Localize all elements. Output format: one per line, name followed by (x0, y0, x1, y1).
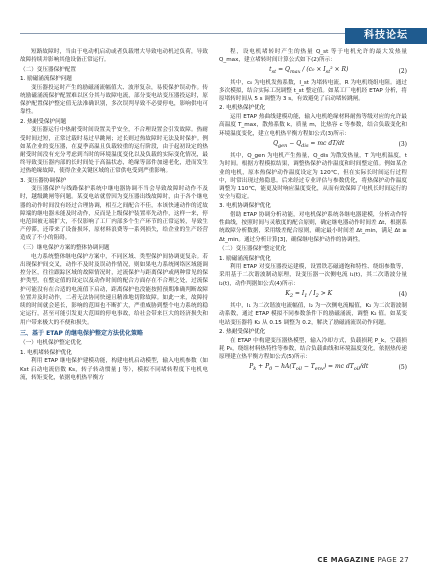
heading-motor-optimization: （一）电机保护整定优化 (20, 340, 82, 347)
page-footer (317, 556, 409, 564)
paragraph: 运用 ETAP 热曲线建模功能，输入电机绝缘材料耐热等级对应的允许最高温度 T_max，散热系数 k，质量 m，比热容 c 等参数，结合负载变化和环境温度变化，建立电机热平衡方程如公式(3)所示： (219, 114, 407, 137)
equation-2 (219, 66, 407, 76)
section-heading-3: 三、基于 ETAP 的继电保护整定方法优化策略 (20, 329, 143, 337)
header-rule (20, 33, 345, 34)
paragraph: 其中，I₁ 为二次谐波电流幅值，I₂ 为一次侧电流幅值，K₂ 为二次谐波制动系数，通过 ETAP 模拟不同参数条件下的励磁涌流，调整 K₂ 值。如某变电站变压器将 K₂ 从 0.15 调整为 0.2，解决了励磁涌流误动作问题。 (219, 303, 407, 326)
paragraph: 电力系统整体继电保护方案中，不同区域、类型保护间协调更复杂。若出现保护间交叉，动作不及时及误动作情况，则如果电力系统网络区域能调控分区，往往跟踪区域的故障情况时，过流保护与距离保护或两种常见的保护类型，在整定值的设定以及动作时间的配合方面存在不合理之处，过流保护可能没有在合适的电流值下启动，距离保护也没能按照预期准确判断故障位置并及时动作，二者无法协同快速且精准地切除故障。如此一来，故障持续的时间就会延长，影响的范围也不断扩大，严重威胁到整个电力系统的稳定运行，甚至可能引发更大范围的停电事故，给社会带来巨大的经济损失和用户带来极大的不便和损失。 (20, 253, 208, 326)
paragraph: 其中，c₀ 为电机发热系数，I_st 为堵转电流，R 为电机绕组电阻。通过多次模拟，结合实际工况调整 t_st 整定值。如某工厂电机经 ETAP 分析，将原堵转时间从 5 s 调整为 3 s，有效避免了启动堵转跳闸。 (219, 79, 407, 103)
section-badge: 科技论坛 (345, 28, 427, 44)
equation-3 (219, 140, 407, 150)
equation-number: (3) (398, 140, 407, 148)
page-label: PAGE (377, 556, 397, 564)
heading-inrush-optimization: 1. 励磁涌流保护优化 (219, 255, 271, 262)
heading-motor-coordination: 3. 电机协调保护优化 (219, 203, 271, 210)
paragraph: 变压器投运时产生的励磁涌流幅值大、波形复杂，易使保护误动作。传统励磁涌流保护配置难以区分其与故障电流，部分变电站变压器投运时，原保护配置保护整定值无法准确识别，多次误判导致不必要停电，影响供电可靠性。 (20, 84, 208, 116)
right-column (219, 48, 407, 376)
paragraph: 在 ETAP 中构建变压器热模型，输入冷却方式，负载损耗 P_k，空载损耗 P₀，绕组材料热特性等参数，结合负载曲线和环境温度变化，依据热传递原理建立热平衡方程如公式(5)所示： (219, 337, 407, 360)
heading-transformer-optimization: （二）变压器保护整定优化 (219, 246, 287, 253)
equation-expression: $Q_{gen} - Q_{dis}$ = mc dT/dt (273, 139, 345, 149)
heading-motor-thermal: 2. 电机热保护优化 (219, 105, 266, 112)
heading-overall-coordination: （三）继电保护方案的整体协调问题 (20, 245, 110, 252)
paragraph: 其中，Q_gen 为电机产生热量，Q_dis 为散发热量，T 为电机温度，t 为时间。根据方程模拟结果，调整热保护动作温度和时间整定值。例如某企业的电机，原本热保护动作温度设定为 120℃，但在实际长时间运行过程中，时常出现过热隐患。后来经过专业评估与参数优化，将热保护动作温度调整为 110℃，能更及时响应温度变化，从而有效保障了电机长时间运行的安全与稳定。 (219, 153, 407, 201)
heading-transformer-config: （二）变压器保护配置 (20, 66, 76, 73)
intro-paragraph: 短路故障时，当由于电动机启动或者负载增大导致电动机过负荷，导致故障持续并影响其他设备正常运行。 (20, 49, 208, 64)
paragraph: 利用 ETAP 对变压器投运建模，设置铁芯磁通饱和特性、绕组参数等，采用基于二次谐波制动原理，设变压器一次侧电流 i₁(t)，其二次谐波分量 i₂(t)，动作判据如公式(4)所示： (219, 264, 407, 287)
magazine-name: CE MAGAZINE (317, 556, 375, 564)
heading-locked-rotor: 1. 电机堵转保护优化 (20, 349, 72, 356)
equation-number: (5) (398, 364, 407, 372)
heading-thermal-optimization: 2. 热耐受保护优化 (219, 328, 266, 335)
heading-transformer-coordination: 3. 变压器协调保护 (20, 177, 67, 184)
equation-4 (219, 290, 407, 300)
paragraph: 变压器保护与线路保护系统中继电器协调不当会导致故障时动作不及时，越级跳闸等问题。某变电站就曾因为变压器出线故障时，由于各个继电器的动作时间没有经过合理协调，相互之间配合不佳，本该快速动作的近故障端的继电器未能及时动作，反而是上级保护装置率先动作，这样一来，停电范围被无端扩大，不仅影响了工厂内部多个生产环节的正常运转，导致生产停滞，还带来了设备损坏，原材料浪费等一系列损失，给企业的生产经营造成了不小的阻碍。 (20, 186, 208, 242)
paragraph: 变压器运行中热耐受时间设置关乎安全，不合理设置会引发故障。热耐受时间过短，正常过载时易过早跳闸；过长则过热故障时无法及时保护。例如某企业的变压器，在夏季高温且负载较重的运行阶段，由于起初设定的热耐受时间没有充分考虑到当时的环境温度变化以及负载的实际变化情况，最终导致变压器内部的长时间处于高温状态，绝缘等部件加速老化，进而发生过热绝缘故障，使得企业关键区域的正常供电受到严重影响。 (20, 127, 208, 175)
heading-inrush-issue: 1. 励磁涌流保护问题 (20, 76, 72, 83)
equation-expression: $K_2 = I_1 / I_2 > K$ (285, 289, 333, 300)
equation-5 (219, 363, 407, 373)
page-number: 27 (399, 556, 409, 564)
paragraph: 利用 ETAP 继电保护建模功能，构建电机启动模型，输入电机参数（如 Kst 启动电流倍数 Ks，转子转动惯量 J 等），模拟不同堵转程度下电机电流，转矩变化，依据电机热平衡方 (20, 358, 208, 381)
equation-number: (2) (398, 67, 407, 75)
paragraph: 借助 ETAP 协调分析功能，对电机保护系统各继电器建模，分析动作特性曲线，按照时间与灵敏度的配合原则，确定继电器动作时间差 Δt，根据系统故障分析数据，采用级差配合原则，确定最小时间差 Δt_min，满足 Δt ≥ Δt_min。通过分析计算[3]，确保继电保护动作的协调性。 (219, 212, 407, 243)
equation-number: (4) (398, 290, 407, 298)
equation-expression: $t_{st} = Q_{max} / (c_0 \times I_{st}^2 \times R)$ (269, 66, 349, 76)
left-column (20, 48, 208, 382)
heading-thermal-issue: 2. 热耐受保护问题 (20, 118, 67, 125)
equation-expression: $P_k + P_0 - hA(T_{oil} - T_{env})$ = mc $dT_{oil}/dt$ (249, 363, 369, 373)
paragraph: 程，设电机堵转时产生的热量 Q_st 等于电机允许的最大发热量 Q_max，建立堵转时间计算公式如下(2)所示： (219, 49, 407, 64)
